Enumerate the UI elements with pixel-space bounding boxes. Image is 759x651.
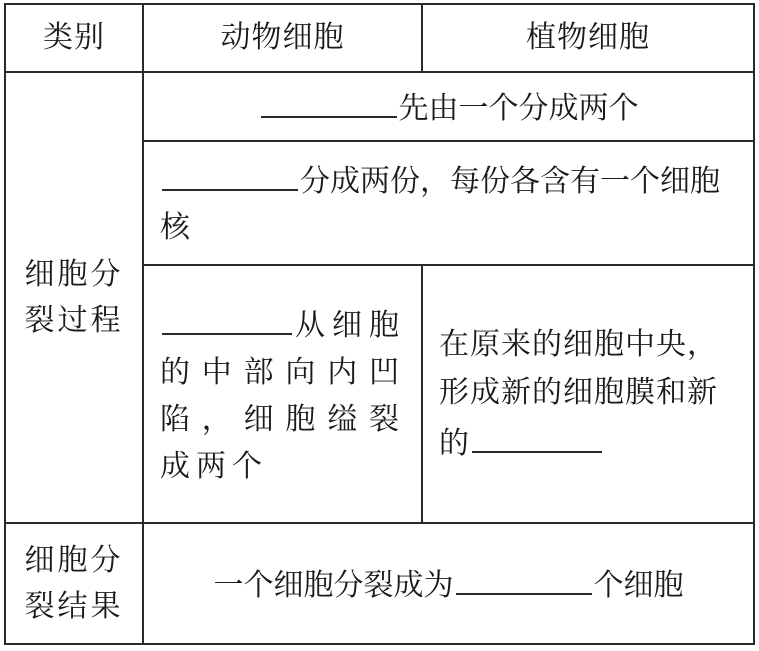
process-label [5, 72, 143, 523]
fill-blank-4[interactable] [472, 417, 602, 453]
process-row-1 [5, 72, 754, 141]
result-label-text: 细胞分裂结果 [24, 542, 124, 624]
cell-division-table [4, 3, 753, 645]
header-animal-cell: 动物细胞 [143, 4, 422, 72]
result-prefix: 一个细胞分裂成为 [213, 567, 454, 603]
result-row [5, 523, 754, 644]
result-cell [143, 523, 754, 644]
process-row2-cell [143, 141, 754, 265]
fill-blank-1[interactable] [261, 82, 397, 118]
header-row [5, 4, 754, 72]
plant-process-cell [422, 265, 754, 523]
plant-process-text: 在原来的细胞中央，形成新的细胞膜和新的 [439, 326, 718, 461]
header-category: 类别 [5, 4, 143, 72]
fill-blank-2[interactable] [162, 155, 298, 191]
animal-process-text: 从细胞的中部向内凹陷，细胞缢裂成两个 [160, 307, 405, 484]
result-suffix: 个细胞 [593, 567, 684, 603]
result-label [5, 523, 143, 644]
fill-blank-5[interactable] [456, 559, 592, 595]
process-label-text: 细胞分裂过程 [24, 256, 124, 338]
animal-process-cell [143, 265, 422, 523]
header-plant-cell: 植物细胞 [422, 4, 754, 72]
process-row1-cell [143, 72, 754, 141]
process-row1-text: 先由一个分成两个 [398, 90, 639, 126]
comparison-table [4, 3, 755, 645]
fill-blank-3[interactable] [162, 299, 292, 335]
process-row2-text: 分成两份，每份各含有一个细胞核 [160, 164, 720, 245]
